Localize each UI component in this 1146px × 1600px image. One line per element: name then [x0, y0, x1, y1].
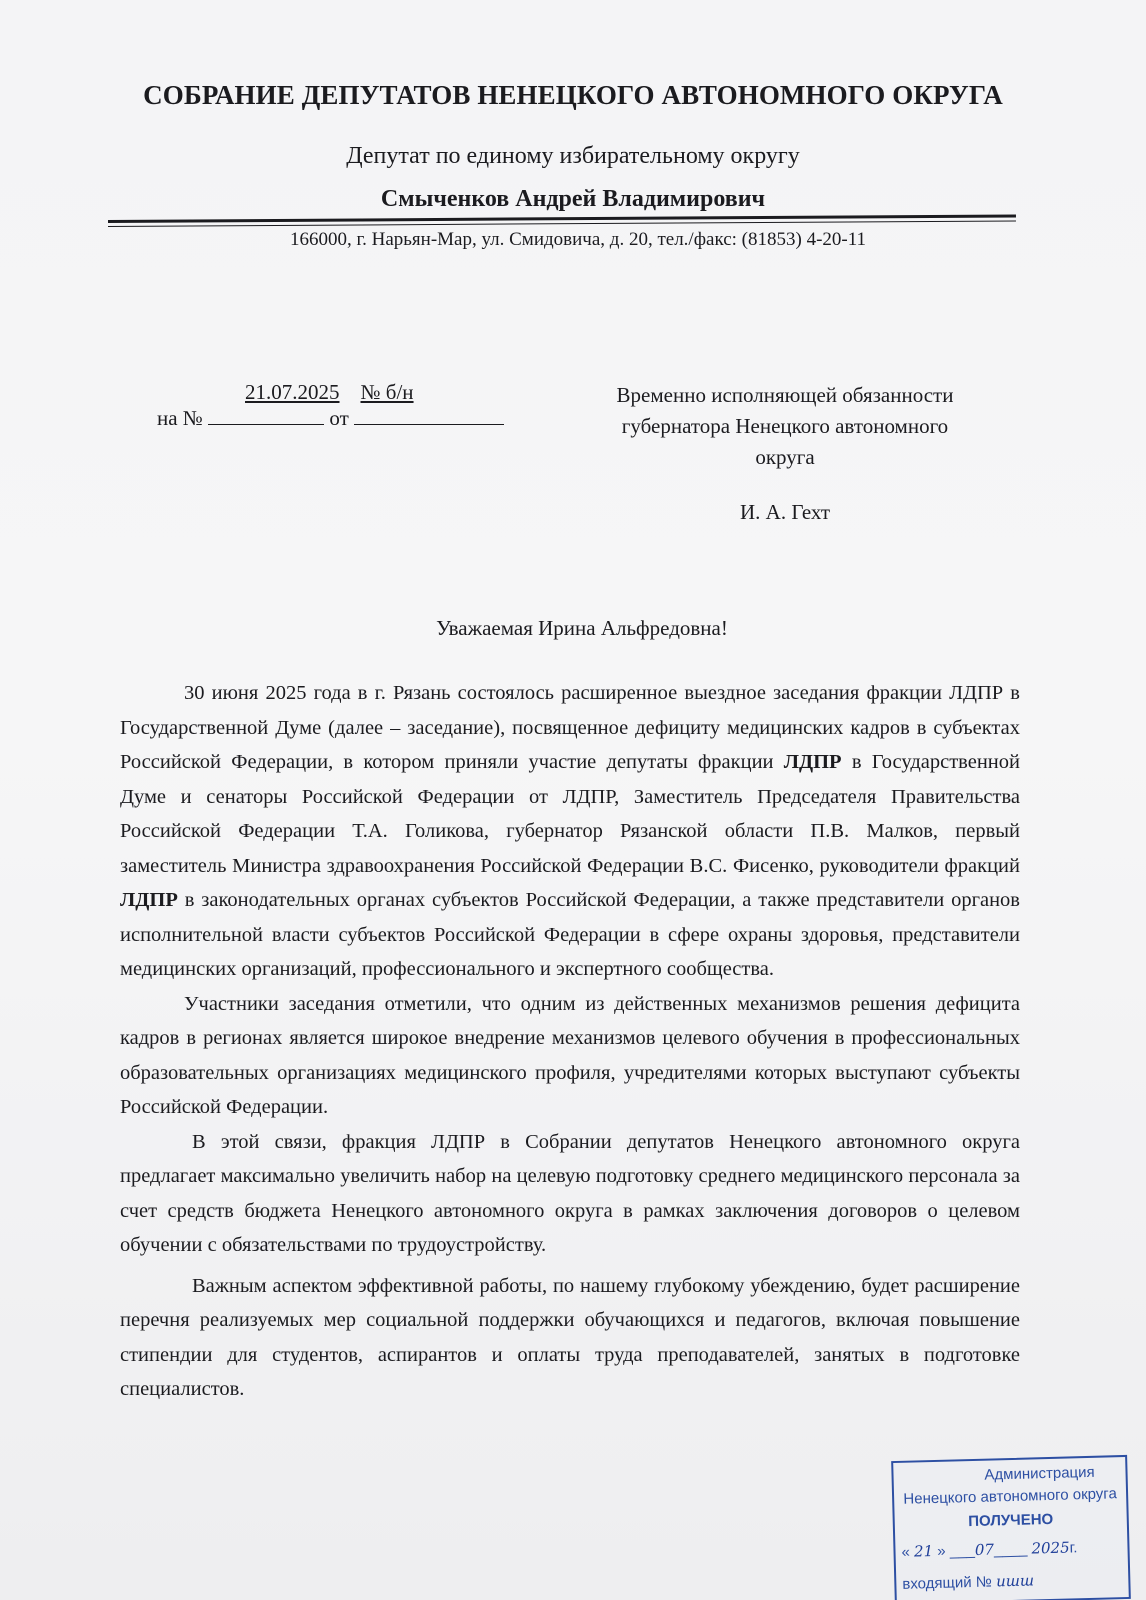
addressee-line: губернатора Ненецкого автономного — [621, 414, 949, 438]
reference-from: от — [329, 406, 349, 430]
stamp-day: 21 — [913, 1542, 934, 1561]
addressee-name: И. А. Гехт — [740, 500, 831, 524]
paragraph-4: Важным аспектом эффективной работы, по нашему глубокому убеждению, будет расширение перечня реализуемых мер социальной поддержки обучающихся и педагогов, включая повышение стипендии для студентов, аспирантов и оплаты труда преподавателей, занятых в подготовке специалистов. — [120, 1274, 1020, 1400]
outgoing-registration — [245, 380, 414, 405]
stamp-incoming-number: ишш — [995, 1571, 1035, 1591]
addressee-line: Временно исполняющей обязанности — [616, 383, 954, 407]
stamp-incoming — [902, 1571, 1034, 1592]
stamp-line-administration: Администрация — [984, 1463, 1095, 1484]
reference-prefix: на № — [157, 406, 203, 430]
reference-line — [157, 406, 504, 431]
received-stamp — [891, 1455, 1131, 1600]
outgoing-number: № б/н — [360, 380, 414, 404]
outgoing-date: 21.07.2025 — [245, 380, 340, 404]
bold-ldpr: ЛДПР — [783, 751, 842, 773]
stamp-year: 2025 — [1031, 1538, 1070, 1558]
stamp-incoming-label: входящий № — [902, 1573, 993, 1593]
stamp-line-received: ПОЛУЧЕНО — [968, 1510, 1054, 1531]
letterhead-address: 166000, г. Нарьян-Мар, ул. Смидовича, д. 20, тел./факс: (81853) 4-20-11 — [289, 229, 867, 250]
paragraph-3: В этой связи, фракция ЛДПР в Собрании депутатов Ненецкого автономного округа предлагает максимально увеличить набор на целевую подготовку среднего медицинского персонала за счет средств бюджета Ненецкого автономного округа в рамках заключения договоров о целевом обучении с обязательствами по трудоустройству. — [120, 1130, 1020, 1256]
organization-title: СОБРАНИЕ ДЕПУТАТОВ НЕНЕЦКОГО АВТОНОМНОГО ОКРУГА — [143, 80, 1003, 110]
letter-body — [120, 676, 1020, 1407]
stamp-year-suffix: г. — [1069, 1539, 1078, 1557]
deputy-position: Депутат по единому избирательному округу — [346, 143, 800, 169]
bold-ldpr: ЛДПР — [120, 889, 178, 911]
addressee-block — [585, 380, 985, 473]
stamp-line-region: Ненецкого автономного округа — [903, 1485, 1118, 1508]
greeting: Уважаемая Ирина Альфредовна! — [436, 616, 728, 640]
paragraph-2: Участники заседания отметили, что одним из действенных механизмов решения дефицита кадров в регионах является широкое внедрение механизмов целевого обучения в профессиональных образовательных организациях медицинского профиля, учредителями которых выступают субъекты Российской Федерации. — [120, 992, 1020, 1118]
reference-date-blank — [354, 406, 504, 425]
stamp-month: 07 — [974, 1540, 995, 1559]
reference-number-blank — [208, 406, 324, 425]
addressee-line: округа — [755, 445, 815, 469]
paragraph-1: 30 июня 2025 года в г. Рязань состоялось расширенное выездное заседания фракции ЛДПР в Государственной Думе (далее – заседание), посвященное дефициту медицинских кадров в субъектах Российской Федерации, в котором приняли участие депутаты фракции ЛДПР в Государственной Думе и сенаторы Российской Федерации от ЛДПР, Заместитель Председателя Правительства Российской Федерации Т.А. Голикова, губернатор Рязанской области П.В. Малков, первый заместитель Министра здравоохранения Российской Федерации В.С. Фисенко, руководители фракций ЛДПР в законодательных органах субъектов Российской Федерации, а также представители органов исполнительной власти субъектов Российской Федерации в сфере охраны здоровья, представители медицинских организаций, профессионального и экспертного сообщества. — [120, 682, 1020, 980]
deputy-name: Смыченков Андрей Владимирович — [380, 186, 766, 212]
stamp-date: « 21 » ___07____ 2025г. — [901, 1538, 1078, 1561]
